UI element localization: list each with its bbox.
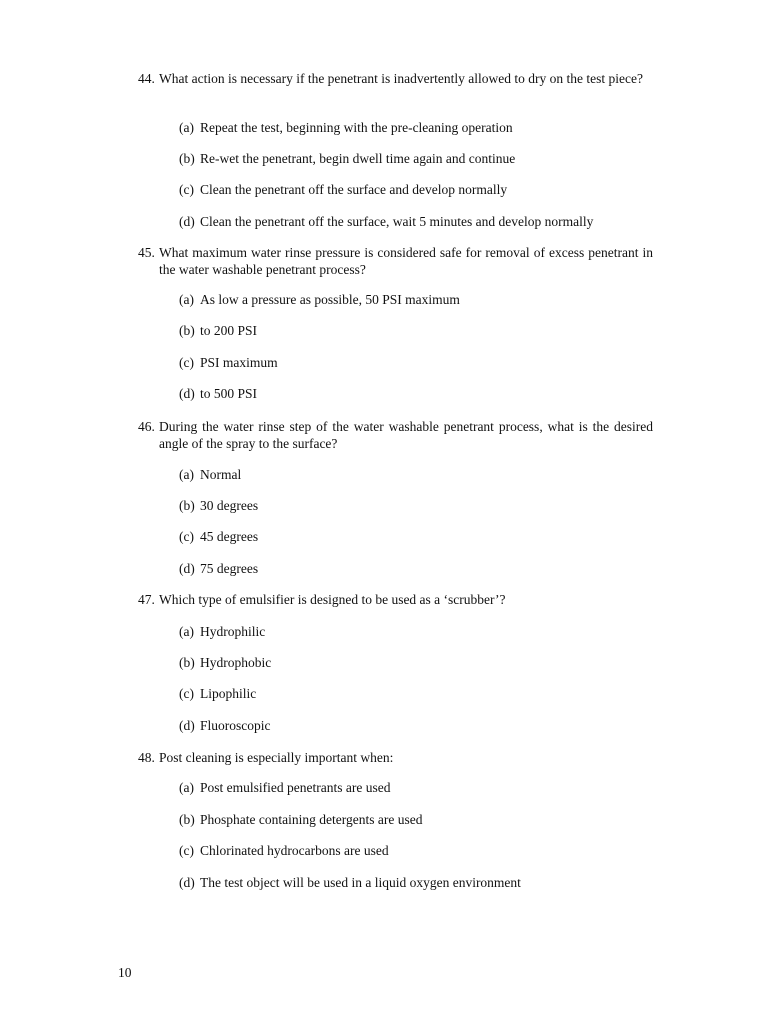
option-letter: (a) (179, 120, 194, 135)
option-d (179, 717, 271, 734)
option-text: to 200 PSI (200, 323, 258, 338)
option-text: Normal (200, 467, 242, 482)
option-b (179, 497, 258, 514)
question-45 (138, 244, 653, 401)
option-text: Clean the penetrant off the surface and develop normally (200, 182, 508, 197)
option-c (179, 528, 258, 545)
option-d (179, 385, 257, 402)
option-d (179, 874, 521, 891)
option-letter: (a) (179, 467, 194, 482)
question-text: During the water rinse step of the water washable penetrant process, what is the desired angle of the spray to the surface? (159, 419, 653, 451)
option-b (179, 322, 257, 339)
question-44 (138, 70, 653, 229)
option-letter: (b) (179, 655, 195, 670)
option-letter: (a) (179, 624, 194, 639)
option-letter: (b) (179, 498, 195, 513)
option-text: Hydrophilic (200, 624, 266, 639)
question-number: 48. (138, 750, 155, 765)
option-letter: (d) (179, 214, 195, 229)
question-number: 44. (138, 71, 155, 86)
option-c (179, 842, 389, 859)
option-a (179, 779, 390, 796)
option-d (179, 213, 593, 230)
option-b (179, 150, 515, 167)
option-text: Clean the penetrant off the surface, wait 5 minutes and develop normally (200, 214, 594, 229)
option-a (179, 466, 241, 483)
option-a (179, 623, 265, 640)
option-a (179, 291, 460, 308)
option-b (179, 811, 422, 828)
option-letter: (d) (179, 718, 195, 733)
page-number: 10 (118, 965, 132, 980)
option-letter: (d) (179, 561, 195, 576)
option-letter: (d) (179, 875, 195, 890)
option-text: Fluoroscopic (200, 718, 271, 733)
option-text: Hydrophobic (200, 655, 272, 670)
question-stem (138, 418, 653, 452)
question-number: 47. (138, 592, 155, 607)
question-46 (138, 418, 653, 576)
option-c (179, 685, 256, 702)
question-48 (138, 749, 653, 890)
option-text: As low a pressure as possible, 50 PSI maximum (200, 292, 460, 307)
question-text: What action is necessary if the penetrant is inadvertently allowed to dry on the test piece? (159, 71, 643, 86)
question-stem (138, 244, 653, 278)
question-text: Post cleaning is especially important when: (159, 750, 394, 765)
question-text: Which type of emulsifier is designed to be used as a ‘scrubber’? (159, 592, 506, 607)
option-letter: (b) (179, 151, 195, 166)
option-b (179, 654, 271, 671)
question-stem (138, 591, 653, 608)
option-text: Re-wet the penetrant, begin dwell time again and continue (200, 151, 516, 166)
option-letter: (a) (179, 292, 194, 307)
option-text: Chlorinated hydrocarbons are used (200, 843, 389, 858)
option-letter: (b) (179, 323, 195, 338)
option-text: 75 degrees (200, 561, 259, 576)
option-text: Repeat the test, beginning with the pre-cleaning operation (200, 120, 513, 135)
question-number: 45. (138, 245, 155, 260)
option-letter: (c) (179, 686, 194, 701)
question-47 (138, 591, 653, 733)
option-text: Post emulsified penetrants are used (200, 780, 391, 795)
question-stem (138, 749, 653, 766)
option-text: 45 degrees (200, 529, 259, 544)
option-letter: (c) (179, 355, 194, 370)
option-a (179, 119, 513, 136)
option-text: to 500 PSI (200, 386, 258, 401)
option-letter: (b) (179, 812, 195, 827)
option-text: The test object will be used in a liquid oxygen environment (200, 875, 521, 890)
question-stem (138, 70, 653, 87)
option-text: Phosphate containing detergents are used (200, 812, 423, 827)
option-c (179, 354, 278, 371)
option-letter: (a) (179, 780, 194, 795)
option-letter: (c) (179, 529, 194, 544)
option-letter: (d) (179, 386, 195, 401)
question-number: 46. (138, 419, 155, 434)
option-text: PSI maximum (200, 355, 278, 370)
option-text: Lipophilic (200, 686, 257, 701)
option-c (179, 181, 507, 198)
option-letter: (c) (179, 182, 194, 197)
option-d (179, 560, 258, 577)
option-text: 30 degrees (200, 498, 259, 513)
option-letter: (c) (179, 843, 194, 858)
question-text: What maximum water rinse pressure is considered safe for removal of excess penetrant in the water washable penetrant process? (159, 245, 653, 277)
